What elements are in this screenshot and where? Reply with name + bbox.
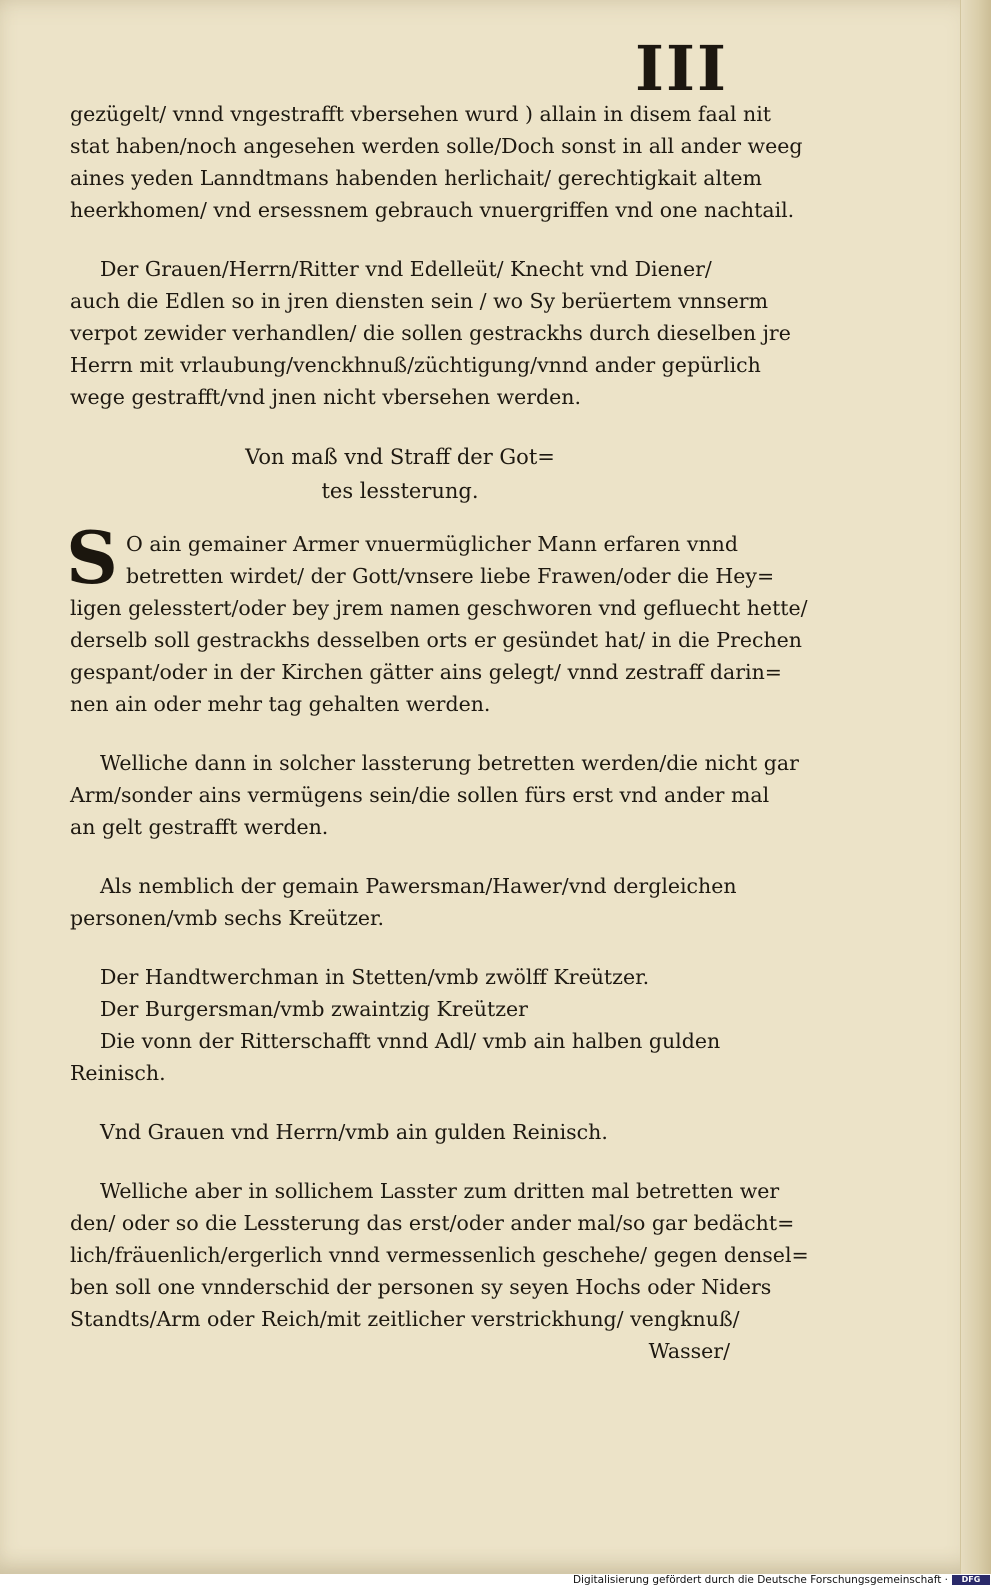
text-line: gezügelt/ vnnd vngestrafft vbersehen wurd ) allain in disem faal nit [70,102,772,126]
text-line: Als nemblich der gemain Pawersman/Hawer/vnd dergleichen [100,874,737,898]
list-item: Der Handtwerchman in Stetten/vmb zwölff Kreützer. [100,965,650,989]
paragraph-2 [70,253,791,413]
catchword: Wasser/ [648,1339,730,1363]
text-line: derselb soll gestrackhs desselben orts er gesündet hat/ in die Prechen [70,628,803,652]
text-line: Arm/sonder ains vermügens sein/die sollen fürs erst vnd ander mal [70,783,770,807]
text-block [66,98,809,1394]
text-line: verpot zewider verhandlen/ die sollen gestrackhs durch dieselben jre [70,321,791,345]
text-line: Vnd Grauen vnd Herrn/vmb ain gulden Reinisch. [100,1120,608,1144]
text-line: betretten wirdet/ der Gott/vnsere liebe Frawen/oder die Hey= [126,564,775,588]
heading-line: tes lessterung. [321,479,479,503]
paragraph-3 [66,515,808,720]
paragraph-4 [70,747,799,843]
text-line: gespant/oder in der Kirchen gätter ains gelegt/ vnnd zestraff darin= [70,660,782,684]
text-line: lich/fräuenlich/ergerlich vnnd vermessenlich geschehe/ gegen densel= [70,1243,809,1267]
list-item: Reinisch. [70,1061,166,1085]
text-line: Herrn mit vrlaubung/venckhnuß/züchtigung/vnnd ander gepürlich [70,353,761,377]
paragraph-1 [70,98,803,226]
folio-number: III [634,32,728,105]
list-item: Die vonn der Ritterschafft vnnd Adl/ vmb ain halben gulden [100,1029,721,1053]
paragraph-5 [70,870,737,934]
text-line: nen ain oder mehr tag gehalten werden. [70,692,491,716]
heading-line: Von maß vnd Straff der Got= [245,445,555,469]
text-line: den/ oder so die Lessterung das erst/oder ander mal/so gar bedächt= [70,1211,795,1235]
dfg-logo-icon: DFG [952,1575,990,1585]
text-line: wege gestrafft/vnd jnen nicht vbersehen werden. [70,385,582,409]
paragraph-6 [70,1116,730,1148]
text-line: heerkhomen/ vnd ersessnem gebrauch vnuergriffen vnd one nachtail. [70,198,795,222]
text-line: Standts/Arm oder Reich/mit zeitlicher verstrickhung/ vengknuß/ [70,1307,740,1331]
text-line: aines yeden Lanndtmans habenden herlichait/ gerechtigkait altem [70,166,762,190]
text-line: Der Grauen/Herrn/Ritter vnd Edelleüt/ Knecht vnd Diener/ [100,257,712,281]
text-line: personen/vmb sechs Kreützer. [70,906,385,930]
text-line: Welliche dann in solcher lassterung betretten werden/die nicht gar [100,751,799,775]
fine-list [70,961,730,1089]
text-line: Welliche aber in sollichem Lasster zum dritten mal betretten wer [100,1179,780,1203]
page-edge [960,0,991,1574]
text-line: ligen gelesstert/oder bey jrem namen geschworen vnd gefluecht hette/ [70,596,808,620]
text-line: stat haben/noch angesehen werden solle/Doch sonst in all ander weeg [70,134,803,158]
drop-cap: S [66,515,118,600]
digitization-credit: Digitalisierung gefördert durch die Deutsche Forschungsgemeinschaft · [572,1574,948,1586]
text-line: O ain gemainer Armer vnuermüglicher Mann erfaren vnnd [126,532,738,556]
list-item: Der Burgersman/vmb zwaintzig Kreützer [100,997,528,1021]
text-line: an gelt gestrafft werden. [70,815,329,839]
text-line: auch die Edlen so in jren diensten sein / wo Sy berüertem vnnserm [70,289,769,313]
section-heading [70,440,730,508]
text-line: ben soll one vnnderschid der personen sy seyen Hochs oder Niders [70,1275,772,1299]
paragraph-7 [70,1175,809,1367]
